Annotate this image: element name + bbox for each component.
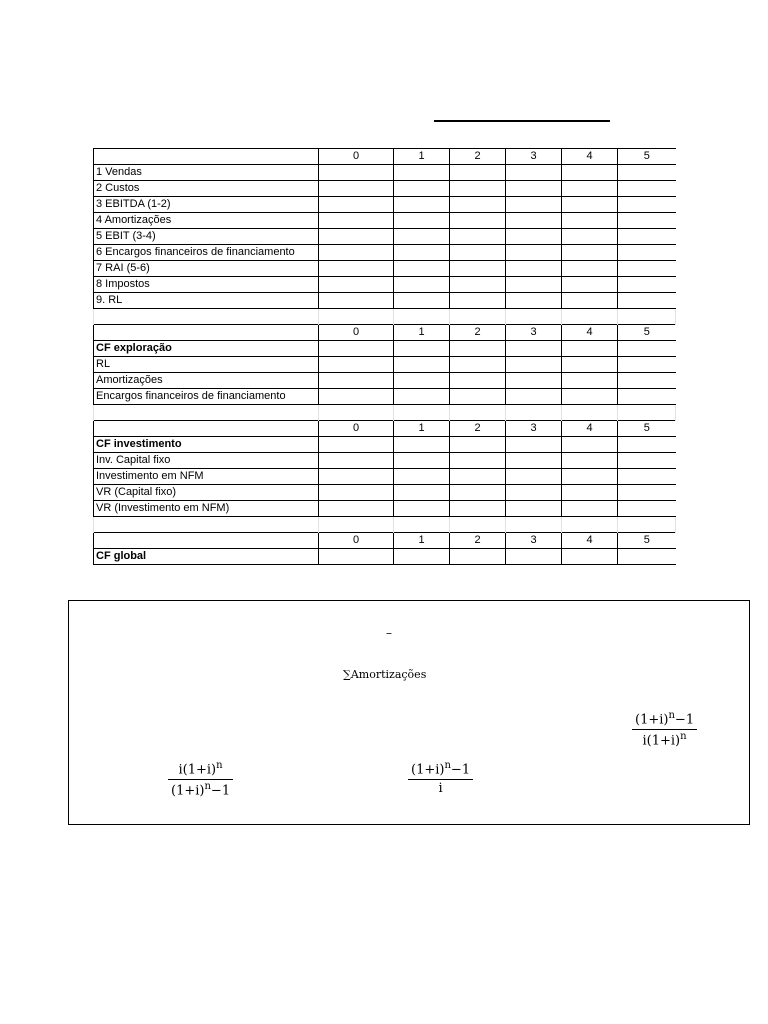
year-header-cell[interactable]: 1 <box>394 149 450 165</box>
value-cell[interactable] <box>450 229 506 245</box>
value-cell[interactable] <box>450 453 506 469</box>
value-cell[interactable] <box>450 373 506 389</box>
value-cell[interactable] <box>562 245 618 261</box>
value-cell[interactable] <box>506 549 562 565</box>
value-cell[interactable] <box>319 181 394 197</box>
year-header-cell[interactable]: 5 <box>618 149 676 165</box>
value-cell[interactable] <box>562 229 618 245</box>
value-cell[interactable] <box>506 469 562 485</box>
value-cell[interactable] <box>319 341 394 357</box>
year-header-cell[interactable]: 2 <box>450 149 506 165</box>
cf-investimento-row <box>94 501 676 517</box>
value-cell[interactable] <box>506 373 562 389</box>
capital-recovery-factor <box>168 760 233 799</box>
value-cell[interactable] <box>506 453 562 469</box>
income-statement-row <box>94 245 676 261</box>
fraction-denominator: $i(1+i)^n$ <box>642 731 687 749</box>
value-cell[interactable] <box>506 197 562 213</box>
fraction-denominator: $(1+i)^n-1$ <box>171 781 231 799</box>
value-cell[interactable] <box>394 373 450 389</box>
row-label-cell[interactable]: 5 EBIT (3-4) <box>94 229 319 245</box>
spacer-cell <box>562 309 618 325</box>
label-cell-blank[interactable] <box>94 533 319 549</box>
year-header-cell[interactable]: 2 <box>450 533 506 549</box>
value-cell[interactable] <box>618 213 676 229</box>
row-label-cell[interactable]: Investimento em NFM <box>94 469 319 485</box>
row-label-cell[interactable]: Amortizações <box>94 373 319 389</box>
row-label-cell[interactable]: CF global <box>94 549 319 565</box>
spacer-cell <box>450 405 506 421</box>
value-cell[interactable] <box>562 213 618 229</box>
value-cell[interactable] <box>506 357 562 373</box>
value-cell[interactable] <box>618 197 676 213</box>
cf-investimento-heading-row <box>94 437 676 453</box>
value-cell[interactable] <box>394 341 450 357</box>
row-label-cell[interactable]: CF exploração <box>94 341 319 357</box>
year-header-cell[interactable]: 3 <box>506 421 562 437</box>
value-cell[interactable] <box>450 437 506 453</box>
row-label-cell[interactable]: Encargos financeiros de financiamento <box>94 389 319 405</box>
row-label-cell[interactable]: 7 RAI (5-6) <box>94 261 319 277</box>
value-cell[interactable] <box>562 197 618 213</box>
value-cell[interactable] <box>506 437 562 453</box>
value-cell[interactable] <box>319 229 394 245</box>
value-cell[interactable] <box>506 501 562 517</box>
year-header-cell[interactable]: 1 <box>394 533 450 549</box>
cf-investimento-year-header-row <box>94 421 676 437</box>
row-label-cell[interactable]: VR (Investimento em NFM) <box>94 501 319 517</box>
value-cell[interactable] <box>562 469 618 485</box>
value-cell[interactable] <box>562 437 618 453</box>
cf-exploracao-row <box>94 357 676 373</box>
title-underline <box>434 120 610 122</box>
value-cell[interactable] <box>450 261 506 277</box>
value-cell[interactable] <box>394 293 450 309</box>
value-cell[interactable] <box>562 181 618 197</box>
value-cell[interactable] <box>450 469 506 485</box>
value-cell[interactable] <box>562 373 618 389</box>
value-cell[interactable] <box>450 389 506 405</box>
value-cell[interactable] <box>450 213 506 229</box>
income-statement-row <box>94 181 676 197</box>
row-label-cell[interactable]: Inv. Capital fixo <box>94 453 319 469</box>
value-cell[interactable] <box>394 469 450 485</box>
value-cell[interactable] <box>450 549 506 565</box>
value-cell[interactable] <box>319 501 394 517</box>
value-cell[interactable] <box>562 549 618 565</box>
value-cell[interactable] <box>319 437 394 453</box>
value-cell[interactable] <box>618 181 676 197</box>
value-cell[interactable] <box>394 229 450 245</box>
value-cell[interactable] <box>450 293 506 309</box>
value-cell[interactable] <box>562 389 618 405</box>
value-cell[interactable] <box>394 389 450 405</box>
year-header-cell[interactable]: 1 <box>394 325 450 341</box>
value-cell[interactable] <box>319 213 394 229</box>
value-cell[interactable] <box>394 213 450 229</box>
spacer-cell <box>319 309 394 325</box>
value-cell[interactable] <box>319 197 394 213</box>
value-cell[interactable] <box>319 357 394 373</box>
income-statement-row <box>94 293 676 309</box>
value-cell[interactable] <box>450 485 506 501</box>
row-label-cell[interactable]: 2 Custos <box>94 181 319 197</box>
year-header-cell[interactable]: 4 <box>562 533 618 549</box>
year-header-cell[interactable]: 5 <box>618 325 676 341</box>
value-cell[interactable] <box>506 341 562 357</box>
year-header-cell[interactable]: 0 <box>319 421 394 437</box>
cash-flow-grid <box>93 148 676 565</box>
formula-dash: – <box>386 626 392 640</box>
year-header-cell[interactable]: 0 <box>319 149 394 165</box>
row-label-cell[interactable]: RL <box>94 357 319 373</box>
value-cell[interactable] <box>618 437 676 453</box>
year-header-cell[interactable]: 4 <box>562 149 618 165</box>
cf-investimento-row <box>94 485 676 501</box>
future-value-annuity-factor <box>408 760 473 796</box>
value-cell[interactable] <box>450 357 506 373</box>
value-cell[interactable] <box>562 165 618 181</box>
spacer-cell <box>506 405 562 421</box>
spacer-cell <box>319 517 394 533</box>
value-cell[interactable] <box>506 181 562 197</box>
spacer-row <box>94 405 676 421</box>
value-cell[interactable] <box>319 373 394 389</box>
value-cell[interactable] <box>394 437 450 453</box>
income-statement-row <box>94 197 676 213</box>
value-cell[interactable] <box>394 181 450 197</box>
spacer-cell <box>394 405 450 421</box>
row-label-cell[interactable]: 8 Impostos <box>94 277 319 293</box>
spacer-cell <box>562 405 618 421</box>
value-cell[interactable] <box>506 277 562 293</box>
year-header-cell[interactable]: 0 <box>319 325 394 341</box>
sum-amortizacoes-formula: ∑Amortizações <box>343 668 427 681</box>
value-cell[interactable] <box>562 357 618 373</box>
cash-flow-sheet <box>93 148 675 565</box>
value-cell[interactable] <box>319 469 394 485</box>
cf-exploracao-row <box>94 373 676 389</box>
year-header-cell[interactable]: 0 <box>319 533 394 549</box>
spacer-cell <box>394 309 450 325</box>
year-header-cell[interactable]: 3 <box>506 325 562 341</box>
spacer-cell <box>450 517 506 533</box>
value-cell[interactable] <box>394 245 450 261</box>
value-cell[interactable] <box>506 485 562 501</box>
value-cell[interactable] <box>618 245 676 261</box>
value-cell[interactable] <box>319 165 394 181</box>
value-cell[interactable] <box>506 261 562 277</box>
value-cell[interactable] <box>394 165 450 181</box>
value-cell[interactable] <box>562 277 618 293</box>
value-cell[interactable] <box>394 485 450 501</box>
value-cell[interactable] <box>562 485 618 501</box>
value-cell[interactable] <box>562 293 618 309</box>
row-label-cell[interactable]: 4 Amortizações <box>94 213 319 229</box>
value-cell[interactable] <box>618 453 676 469</box>
spacer-row <box>94 309 676 325</box>
value-cell[interactable] <box>618 549 676 565</box>
fraction-numerator: $(1+i)^n-1$ <box>632 710 697 730</box>
spacer-row <box>94 517 676 533</box>
value-cell[interactable] <box>450 245 506 261</box>
cf-global-year-header-row <box>94 533 676 549</box>
value-cell[interactable] <box>450 165 506 181</box>
income-statement-row <box>94 261 676 277</box>
value-cell[interactable] <box>618 277 676 293</box>
value-cell[interactable] <box>394 197 450 213</box>
value-cell[interactable] <box>319 245 394 261</box>
value-cell[interactable] <box>450 341 506 357</box>
label-cell-blank[interactable] <box>94 325 319 341</box>
year-header-cell[interactable]: 3 <box>506 533 562 549</box>
value-cell[interactable] <box>618 501 676 517</box>
year-header-cell[interactable]: 4 <box>562 325 618 341</box>
row-label-cell[interactable]: 3 EBITDA (1-2) <box>94 197 319 213</box>
value-cell[interactable] <box>506 213 562 229</box>
label-cell-blank[interactable] <box>94 421 319 437</box>
spacer-cell <box>506 309 562 325</box>
value-cell[interactable] <box>618 357 676 373</box>
value-cell[interactable] <box>618 293 676 309</box>
spacer-cell <box>94 517 319 533</box>
row-label-cell[interactable]: 6 Encargos financeiros de financiamento <box>94 245 319 261</box>
value-cell[interactable] <box>394 357 450 373</box>
fraction-numerator: $(1+i)^n-1$ <box>408 760 473 780</box>
year-header-cell[interactable]: 3 <box>506 149 562 165</box>
label-cell-blank[interactable] <box>94 149 319 165</box>
cf-exploracao-year-header-row <box>94 325 676 341</box>
spacer-cell <box>319 405 394 421</box>
value-cell[interactable] <box>450 501 506 517</box>
cf-investimento-row <box>94 469 676 485</box>
year-header-cell[interactable]: 2 <box>450 325 506 341</box>
value-cell[interactable] <box>618 389 676 405</box>
value-cell[interactable] <box>450 181 506 197</box>
value-cell[interactable] <box>506 165 562 181</box>
year-header-cell[interactable]: 5 <box>618 533 676 549</box>
spacer-cell <box>618 405 676 421</box>
year-header-cell[interactable]: 1 <box>394 421 450 437</box>
value-cell[interactable] <box>618 373 676 389</box>
cf-investimento-row <box>94 453 676 469</box>
row-label-cell[interactable]: 1 Vendas <box>94 165 319 181</box>
value-cell[interactable] <box>319 485 394 501</box>
income-statement-row <box>94 277 676 293</box>
spacer-cell <box>394 517 450 533</box>
value-cell[interactable] <box>394 261 450 277</box>
year-header-cell[interactable]: 2 <box>450 421 506 437</box>
spacer-cell <box>618 517 676 533</box>
row-label-cell[interactable]: CF investimento <box>94 437 319 453</box>
value-cell[interactable] <box>319 261 394 277</box>
value-cell[interactable] <box>506 293 562 309</box>
value-cell[interactable] <box>618 485 676 501</box>
value-cell[interactable] <box>319 549 394 565</box>
value-cell[interactable] <box>506 389 562 405</box>
spacer-cell <box>562 517 618 533</box>
value-cell[interactable] <box>394 549 450 565</box>
value-cell[interactable] <box>506 245 562 261</box>
value-cell[interactable] <box>319 293 394 309</box>
value-cell[interactable] <box>394 453 450 469</box>
spacer-cell <box>450 309 506 325</box>
value-cell[interactable] <box>319 389 394 405</box>
value-cell[interactable] <box>319 277 394 293</box>
income-statement-year-header-row <box>94 149 676 165</box>
spacer-cell <box>94 405 319 421</box>
value-cell[interactable] <box>618 341 676 357</box>
value-cell[interactable] <box>319 453 394 469</box>
year-header-cell[interactable]: 5 <box>618 421 676 437</box>
value-cell[interactable] <box>618 165 676 181</box>
value-cell[interactable] <box>562 453 618 469</box>
cf-exploracao-heading-row <box>94 341 676 357</box>
fraction-denominator: i <box>438 781 443 797</box>
value-cell[interactable] <box>562 501 618 517</box>
cf-exploracao-row <box>94 389 676 405</box>
income-statement-row <box>94 165 676 181</box>
row-label-cell[interactable]: VR (Capital fixo) <box>94 485 319 501</box>
value-cell[interactable] <box>618 229 676 245</box>
value-cell[interactable] <box>394 501 450 517</box>
value-cell[interactable] <box>450 277 506 293</box>
row-label-cell[interactable]: 9. RL <box>94 293 319 309</box>
value-cell[interactable] <box>618 261 676 277</box>
value-cell[interactable] <box>450 197 506 213</box>
present-value-annuity-factor <box>632 710 697 749</box>
value-cell[interactable] <box>618 469 676 485</box>
spacer-cell <box>506 517 562 533</box>
value-cell[interactable] <box>562 341 618 357</box>
spacer-cell <box>618 309 676 325</box>
spacer-cell <box>94 309 319 325</box>
year-header-cell[interactable]: 4 <box>562 421 618 437</box>
fraction-numerator: $i(1+i)^n$ <box>168 760 233 780</box>
income-statement-row <box>94 229 676 245</box>
value-cell[interactable] <box>394 277 450 293</box>
value-cell[interactable] <box>506 229 562 245</box>
income-statement-row <box>94 213 676 229</box>
cf-global-heading-row <box>94 549 676 565</box>
value-cell[interactable] <box>562 261 618 277</box>
